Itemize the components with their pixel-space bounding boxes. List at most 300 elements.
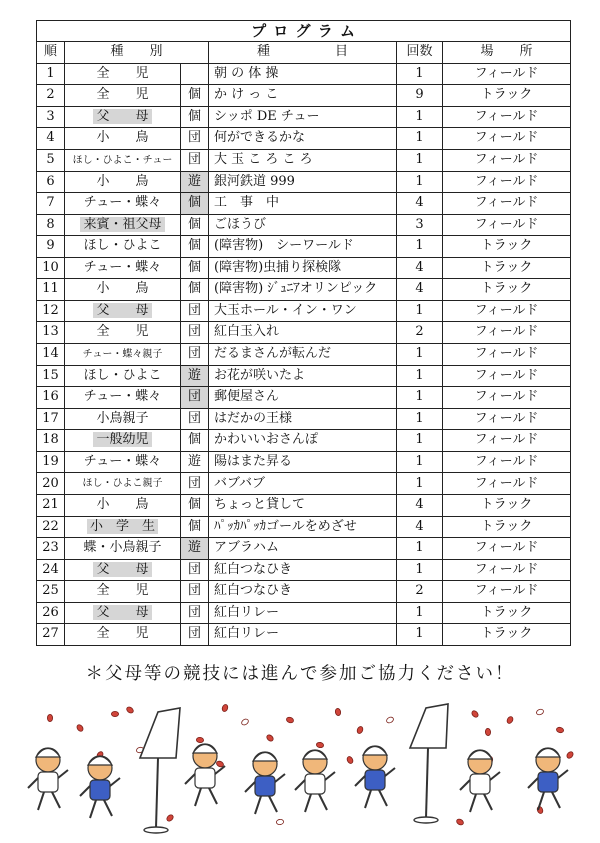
table-row [37, 624, 571, 646]
row-place: フィールド [443, 451, 571, 473]
table-row [37, 602, 571, 624]
row-place: トラック [443, 624, 571, 646]
child-arm [355, 776, 365, 786]
row-count: 1 [397, 451, 443, 473]
row-category-text: 小 鳥 [96, 497, 149, 513]
row-number: 3 [37, 106, 65, 128]
row-category [65, 581, 181, 603]
row-count: 3 [397, 214, 443, 236]
row-type: 団 [181, 559, 209, 581]
child-hat [36, 749, 60, 758]
child-leg [319, 794, 327, 810]
row-event: 紅白リレー [209, 624, 397, 646]
basket-base [144, 827, 168, 833]
child-arm [185, 774, 195, 784]
row-place: フィールド [443, 538, 571, 560]
row-category-text: 父 母 [93, 303, 151, 318]
row-category-text: 蝶・小鳥親子 [83, 540, 162, 556]
page-title: プ ロ グ ラ ム [37, 21, 571, 42]
child-arm [460, 780, 470, 790]
row-category-text: 父 母 [93, 605, 151, 620]
child-arm [325, 772, 335, 780]
row-category [65, 106, 181, 128]
child-arm [215, 766, 225, 774]
row-number: 27 [37, 624, 65, 646]
row-category [65, 602, 181, 624]
row-category [65, 343, 181, 365]
row-number: 17 [37, 408, 65, 430]
row-count: 2 [397, 322, 443, 344]
child-leg [305, 794, 311, 812]
row-category [65, 451, 181, 473]
row-type: 個 [181, 193, 209, 215]
row-category [65, 63, 181, 85]
row-event: アブラハム [209, 538, 397, 560]
row-number: 4 [37, 128, 65, 150]
row-count: 4 [397, 193, 443, 215]
row-count: 4 [397, 279, 443, 301]
table-row [37, 365, 571, 387]
row-category [65, 236, 181, 258]
header-category: 種 別 [65, 42, 209, 64]
row-place: フィールド [443, 214, 571, 236]
confetti-petal [485, 728, 491, 736]
child-shirt [255, 776, 275, 796]
header-num: 順 [37, 42, 65, 64]
row-count: 1 [397, 128, 443, 150]
row-count: 1 [397, 538, 443, 560]
child-leg [552, 792, 560, 808]
row-count: 2 [397, 581, 443, 603]
row-category [65, 128, 181, 150]
row-number: 20 [37, 473, 65, 495]
row-event: 大 玉 こ ろ こ ろ [209, 149, 397, 171]
row-count: 1 [397, 602, 443, 624]
row-place: フィールド [443, 473, 571, 495]
child-arm [28, 778, 38, 788]
row-number: 9 [37, 236, 65, 258]
row-type: 団 [181, 343, 209, 365]
row-place: トラック [443, 257, 571, 279]
row-category [65, 408, 181, 430]
row-place: フィールド [443, 193, 571, 215]
row-type: 個 [181, 279, 209, 301]
row-number: 19 [37, 451, 65, 473]
row-type: 個 [181, 257, 209, 279]
row-place: フィールド [443, 300, 571, 322]
child-arm [295, 780, 305, 790]
table-row [37, 343, 571, 365]
child-arm [110, 778, 120, 786]
row-event: はだかの王様 [209, 408, 397, 430]
row-place: フィールド [443, 387, 571, 409]
row-place: フィールド [443, 106, 571, 128]
child-arm [385, 768, 395, 776]
child-shirt [305, 774, 325, 794]
basket-pole [156, 758, 158, 828]
confetti-petal [556, 727, 564, 734]
child-arm [528, 778, 538, 788]
confetti-petal [276, 819, 284, 825]
child-leg [379, 790, 387, 806]
basket-base [414, 817, 438, 823]
row-type: 個 [181, 430, 209, 452]
child-hat [193, 745, 217, 754]
row-type: 団 [181, 408, 209, 430]
basket [410, 704, 448, 748]
sports-day-illustration [20, 700, 580, 840]
row-number: 5 [37, 149, 65, 171]
row-place: フィールド [443, 322, 571, 344]
row-count: 9 [397, 85, 443, 107]
row-category [65, 171, 181, 193]
row-event: 大玉ホール・イン・ワン [209, 300, 397, 322]
table-row [37, 257, 571, 279]
row-number: 14 [37, 343, 65, 365]
row-type: 団 [181, 149, 209, 171]
row-count: 1 [397, 387, 443, 409]
row-category [65, 193, 181, 215]
row-event: シッポ DE チュー [209, 106, 397, 128]
table-row [37, 408, 571, 430]
table-row [37, 236, 571, 258]
row-category-text: 全 児 [96, 65, 149, 81]
header-event: 種 目 [209, 42, 397, 64]
child-arm [58, 770, 68, 778]
row-category-text: 一般幼児 [93, 432, 151, 447]
row-number: 6 [37, 171, 65, 193]
row-event: 郵便屋さん [209, 387, 397, 409]
row-event: 紅白つなひき [209, 581, 397, 603]
row-category [65, 624, 181, 646]
row-event: 工 事 中 [209, 193, 397, 215]
row-count: 4 [397, 257, 443, 279]
row-category [65, 516, 181, 538]
row-category-text: ほし・ひよこ親子 [82, 478, 163, 489]
child-shirt [38, 772, 58, 792]
confetti-petal [456, 818, 465, 826]
row-count: 1 [397, 430, 443, 452]
child-shirt [365, 770, 385, 790]
child-hat [88, 757, 112, 766]
row-count: 1 [397, 106, 443, 128]
row-event: 紅白リレー [209, 602, 397, 624]
row-event: (障害物) シーワールド [209, 236, 397, 258]
row-event: 何ができるかな [209, 128, 397, 150]
row-number: 16 [37, 387, 65, 409]
row-number: 21 [37, 495, 65, 517]
child-leg [90, 800, 96, 818]
child-shirt [90, 780, 110, 800]
row-category-text: チュー・蝶々 [83, 259, 162, 275]
row-number: 18 [37, 430, 65, 452]
row-place: トラック [443, 495, 571, 517]
row-category-text: 全 児 [96, 324, 149, 340]
table-row [37, 193, 571, 215]
row-category-text: チュー・蝶々 [83, 195, 162, 211]
confetti-petal [221, 704, 228, 713]
table-row [37, 149, 571, 171]
row-place: フィールド [443, 559, 571, 581]
participation-note: ＊父母等の競技には進んで参加ご協力ください！ [85, 664, 515, 684]
row-count: 1 [397, 171, 443, 193]
row-category-text: 全 児 [96, 626, 149, 642]
row-place: トラック [443, 279, 571, 301]
row-category [65, 365, 181, 387]
child-arm [245, 782, 255, 792]
row-category [65, 300, 181, 322]
row-category-text: チュー・蝶々 [83, 389, 162, 405]
child-hat [253, 753, 277, 762]
confetti-petal [76, 724, 85, 733]
table-row [37, 538, 571, 560]
row-category [65, 322, 181, 344]
table-row [37, 430, 571, 452]
row-place: フィールド [443, 149, 571, 171]
row-category [65, 149, 181, 171]
row-place: フィールド [443, 581, 571, 603]
table-row [37, 516, 571, 538]
row-number: 15 [37, 365, 65, 387]
row-number: 24 [37, 559, 65, 581]
row-type: 遊 [181, 538, 209, 560]
row-count: 1 [397, 343, 443, 365]
row-event: かわいいおさんぽ [209, 430, 397, 452]
confetti-petal [356, 726, 364, 735]
child-leg [195, 788, 201, 806]
child-arm [275, 774, 285, 782]
row-type: 遊 [181, 451, 209, 473]
row-category-text: 全 児 [96, 87, 149, 103]
row-category-text: 小 鳥 [96, 281, 149, 297]
row-category-text: 小鳥親子 [96, 410, 149, 426]
row-event: 銀河鉄道 999 [209, 171, 397, 193]
row-event: だるまさんが転んだ [209, 343, 397, 365]
row-event: (障害物) ｼﾞｭﾆｱオリンピック [209, 279, 397, 301]
child-hat [363, 747, 387, 756]
table-row [37, 322, 571, 344]
row-place: フィールド [443, 63, 571, 85]
row-place: トラック [443, 516, 571, 538]
row-number: 7 [37, 193, 65, 215]
row-count: 1 [397, 408, 443, 430]
child-arm [490, 772, 500, 780]
row-number: 10 [37, 257, 65, 279]
row-number: 26 [37, 602, 65, 624]
row-place: フィールド [443, 430, 571, 452]
row-number: 13 [37, 322, 65, 344]
child-shirt [470, 774, 490, 794]
child-leg [365, 790, 371, 808]
row-type: 遊 [181, 365, 209, 387]
row-event: ちょっと貸して [209, 495, 397, 517]
row-number: 12 [37, 300, 65, 322]
row-place: フィールド [443, 171, 571, 193]
row-number: 11 [37, 279, 65, 301]
row-type: 団 [181, 128, 209, 150]
child-leg [470, 794, 476, 812]
child-leg [255, 796, 261, 814]
row-place: フィールド [443, 408, 571, 430]
row-category-text: 父 母 [93, 109, 151, 124]
program-table [36, 20, 571, 646]
row-count: 1 [397, 236, 443, 258]
row-category [65, 214, 181, 236]
row-event: 陽はまた昇る [209, 451, 397, 473]
confetti-petal [386, 716, 395, 724]
child-leg [269, 796, 277, 812]
confetti-petal [536, 708, 545, 716]
table-row [37, 279, 571, 301]
confetti-petal [196, 737, 204, 743]
row-place: フィールド [443, 128, 571, 150]
table-row [37, 214, 571, 236]
child-leg [38, 792, 44, 810]
row-type [181, 63, 209, 85]
confetti-petal [266, 734, 275, 743]
table-row [37, 387, 571, 409]
confetti-petal [286, 716, 295, 723]
row-category-text: ほし・ひよこ [83, 238, 162, 254]
confetti-petal [241, 718, 250, 726]
table-row [37, 581, 571, 603]
child-leg [209, 788, 217, 804]
row-place: フィールド [443, 365, 571, 387]
confetti-petal [471, 710, 480, 719]
row-category-text: 来賓・祖父母 [80, 217, 164, 232]
row-category [65, 538, 181, 560]
row-type: 個 [181, 214, 209, 236]
confetti-petal [126, 706, 135, 714]
row-event: お花が咲いたよ [209, 365, 397, 387]
row-count: 1 [397, 149, 443, 171]
row-event: ﾊﾟｯｶﾊﾟｯｶゴールをめざせ [209, 516, 397, 538]
basket [140, 708, 180, 758]
table-row [37, 300, 571, 322]
row-category [65, 387, 181, 409]
row-place: トラック [443, 85, 571, 107]
row-type: 団 [181, 387, 209, 409]
row-category [65, 279, 181, 301]
row-category [65, 257, 181, 279]
row-event: 紅白玉入れ [209, 322, 397, 344]
confetti-petal [166, 814, 175, 823]
table-row [37, 85, 571, 107]
row-count: 1 [397, 473, 443, 495]
row-category [65, 473, 181, 495]
row-number: 23 [37, 538, 65, 560]
row-count: 1 [397, 624, 443, 646]
row-number: 2 [37, 85, 65, 107]
row-count: 1 [397, 559, 443, 581]
row-type: 個 [181, 495, 209, 517]
row-category-text: チュー・蝶々 [83, 453, 162, 469]
row-event: (障害物)虫捕り探検隊 [209, 257, 397, 279]
table-row [37, 451, 571, 473]
row-type: 遊 [181, 171, 209, 193]
child-hat [536, 749, 560, 758]
confetti-petal [47, 714, 52, 721]
table-row [37, 128, 571, 150]
row-count: 4 [397, 516, 443, 538]
row-type: 団 [181, 624, 209, 646]
row-number: 22 [37, 516, 65, 538]
row-category-text: ほし・ひよこ・チュー [72, 154, 173, 166]
row-count: 1 [397, 365, 443, 387]
confetti-petal [335, 708, 341, 716]
row-category-text: 小 鳥 [96, 173, 149, 189]
row-category-text: 全 児 [96, 583, 149, 599]
header-count: 回数 [397, 42, 443, 64]
row-type: 団 [181, 581, 209, 603]
row-count: 4 [397, 495, 443, 517]
table-row [37, 559, 571, 581]
child-shirt [195, 768, 215, 788]
confetti-petal [506, 716, 514, 725]
row-category [65, 495, 181, 517]
child-arm [80, 786, 90, 796]
table-row [37, 473, 571, 495]
row-event: バブバブ [209, 473, 397, 495]
child-arm [558, 770, 568, 778]
confetti-petal [316, 742, 324, 748]
row-number: 25 [37, 581, 65, 603]
child-leg [104, 800, 112, 816]
row-number: 8 [37, 214, 65, 236]
row-event: か け っ こ [209, 85, 397, 107]
row-type: 団 [181, 602, 209, 624]
row-place: フィールド [443, 343, 571, 365]
row-category [65, 559, 181, 581]
row-category-text: 小 学 生 [87, 519, 158, 534]
row-event: 朝 の 体 操 [209, 63, 397, 85]
row-place: トラック [443, 236, 571, 258]
row-place: トラック [443, 602, 571, 624]
row-event: ごほうび [209, 214, 397, 236]
row-type: 個 [181, 516, 209, 538]
child-leg [52, 792, 60, 808]
row-number: 1 [37, 63, 65, 85]
row-type: 団 [181, 473, 209, 495]
child-leg [484, 794, 492, 810]
row-type: 個 [181, 85, 209, 107]
child-hat [468, 751, 492, 760]
row-type: 個 [181, 236, 209, 258]
row-type: 個 [181, 106, 209, 128]
confetti-petal [346, 756, 354, 765]
row-category-text: チュー・蝶々親子 [82, 348, 163, 360]
row-count: 1 [397, 300, 443, 322]
row-type: 団 [181, 322, 209, 344]
header-place: 場 所 [443, 42, 571, 64]
table-row [37, 171, 571, 193]
child-hat [303, 751, 327, 760]
row-category-text: ほし・ひよこ [83, 367, 162, 383]
row-category-text: 父 母 [93, 562, 151, 577]
row-category-text: 小 鳥 [96, 130, 149, 146]
confetti-petal [111, 711, 118, 716]
row-count: 1 [397, 63, 443, 85]
basket-pole [426, 748, 428, 818]
child-shirt [538, 772, 558, 792]
row-category [65, 430, 181, 452]
row-category [65, 85, 181, 107]
row-type: 団 [181, 300, 209, 322]
table-row [37, 495, 571, 517]
confetti-petal [566, 751, 575, 760]
table-row [37, 63, 571, 85]
row-event: 紅白つなひき [209, 559, 397, 581]
